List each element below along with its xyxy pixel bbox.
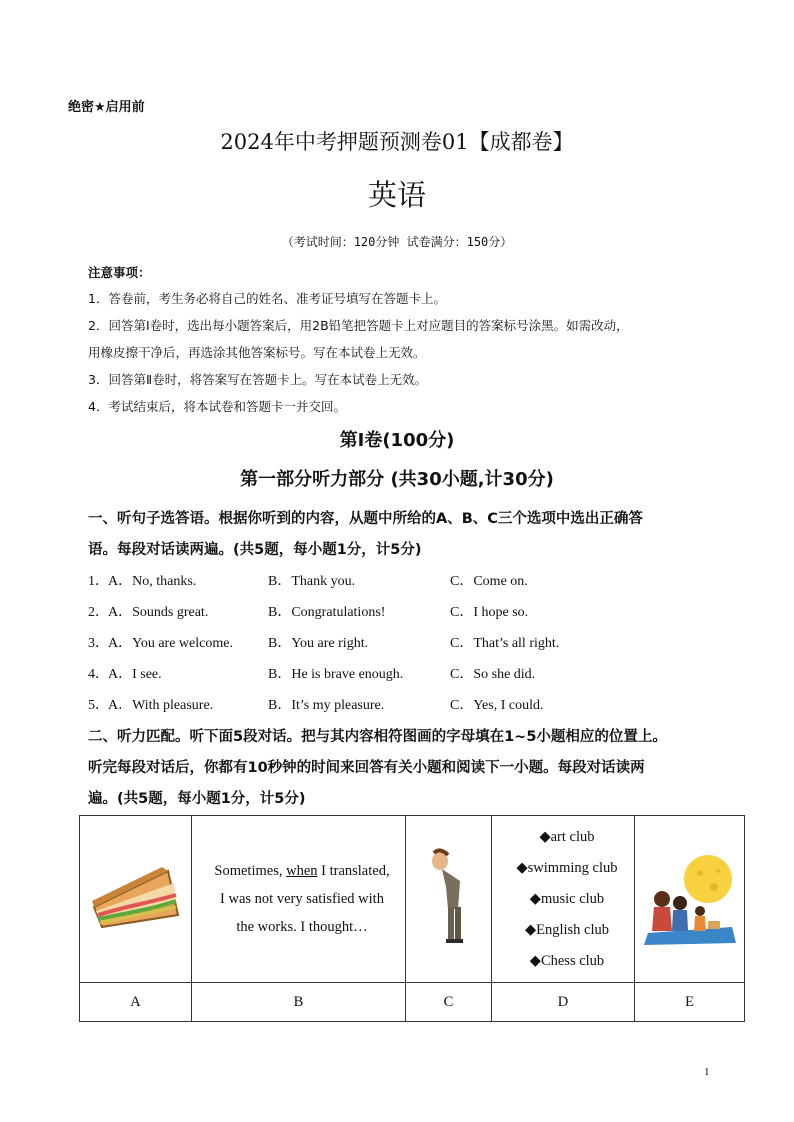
label-e: E xyxy=(635,983,745,1022)
picture-c-cell xyxy=(406,816,492,983)
section2-instruction: 听完每段对话后，你都有10秒钟的时间来回答有关小题和阅读下一小题。每段对话读两 xyxy=(88,760,645,776)
question-number: 3． xyxy=(88,636,109,651)
option-c: C．Yes, I could. xyxy=(450,698,544,713)
option-a: A．You are welcome. xyxy=(108,636,233,651)
b-text-line3: the works. I thought… xyxy=(236,919,368,935)
section1-instruction: 语。每段对话读两遍。(共5题，每小题1分，计5分) xyxy=(88,542,422,558)
volume-title: 第Ⅰ卷(100分) xyxy=(339,430,455,451)
option-b: B．It’s my pleasure. xyxy=(268,698,385,713)
option-a: A．Sounds great. xyxy=(108,605,209,620)
question-number: 2． xyxy=(88,605,109,620)
subject-title: 英语 xyxy=(367,178,426,212)
option-b: B．He is brave enough. xyxy=(268,667,404,682)
club-item: ◆Chess club xyxy=(529,952,605,969)
option-b: B．You are right. xyxy=(268,636,369,651)
bowing-man-icon xyxy=(424,847,474,947)
option-a: A．I see. xyxy=(108,667,162,682)
question-number: 4． xyxy=(88,667,109,682)
clubs-list-cell xyxy=(492,816,635,983)
matching-table xyxy=(79,815,745,1022)
club-item: ◆English club xyxy=(524,921,610,938)
option-b: B．Thank you. xyxy=(268,574,356,589)
page-number: 1 xyxy=(704,1066,710,1078)
picture-e-cell xyxy=(635,816,745,983)
option-c: C．I hope so. xyxy=(450,605,529,620)
notes-heading: 注意事项： xyxy=(88,265,151,280)
option-b: B．Congratulations! xyxy=(268,605,386,620)
question-number: 1． xyxy=(88,574,109,589)
note-item: 4．考试结束后，将本试卷和答题卡一并交回。 xyxy=(88,399,346,414)
confidential-label: 绝密★启用前 xyxy=(68,100,145,115)
club-item: ◆music club xyxy=(529,890,605,907)
option-c: C．Come on. xyxy=(450,574,528,589)
label-a: A xyxy=(80,983,192,1022)
b-text-line2: I was not very satisfied with xyxy=(220,891,384,907)
section1-instruction: 一、听句子选答语。根据你听到的内容，从题中所给的A、B、C三个选项中选出正确答 xyxy=(88,511,643,527)
question-number: 5． xyxy=(88,698,109,713)
label-b: B xyxy=(192,983,406,1022)
option-a: A．No, thanks. xyxy=(108,574,197,589)
text-b-cell xyxy=(192,816,406,983)
section2-instruction: 遍。(共5题，每小题1分，计5分) xyxy=(88,791,306,807)
exam-title: 2024年中考押题预测卷01【成都卷】 xyxy=(220,130,574,154)
note-item: 2．回答第Ⅰ卷时，选出每小题答案后，用2B铅笔把答题卡上对应题目的答案标号涂黑。如需改动， xyxy=(88,318,629,333)
option-c: C．So she did. xyxy=(450,667,536,682)
b-text-end: I translated, xyxy=(317,863,390,879)
club-item: ◆art club xyxy=(539,828,595,845)
note-item: 1．答卷前，考生务必将自己的姓名、准考证号填写在答题卡上。 xyxy=(88,291,446,306)
note-item: 用橡皮擦干净后，再选涂其他答案标号。写在本试卷上无效。 xyxy=(88,345,426,360)
exam-meta: （考试时间：120分钟 试卷满分：150分） xyxy=(281,235,513,249)
picture-a-cell xyxy=(80,816,192,983)
option-c: C．That’s all right. xyxy=(450,636,560,651)
option-a: A．With pleasure. xyxy=(108,698,214,713)
note-item: 3．回答第Ⅱ卷时，将答案写在答题卡上。写在本试卷上无效。 xyxy=(88,372,428,387)
label-d: D xyxy=(492,983,635,1022)
part-title: 第一部分听力部分 (共30小题,计30分) xyxy=(240,469,554,490)
section2-instruction: 二、听力匹配。听下面5段对话。把与其内容相符图画的字母填在1~5小题相应的位置上。 xyxy=(88,729,667,745)
family-moon-icon xyxy=(640,847,740,947)
b-text-underlined: when xyxy=(286,863,318,879)
label-c: C xyxy=(406,983,492,1022)
club-item: ◆swimming club xyxy=(516,859,618,876)
b-text-start: Sometimes, xyxy=(214,863,287,879)
sandwich-icon xyxy=(88,857,184,937)
